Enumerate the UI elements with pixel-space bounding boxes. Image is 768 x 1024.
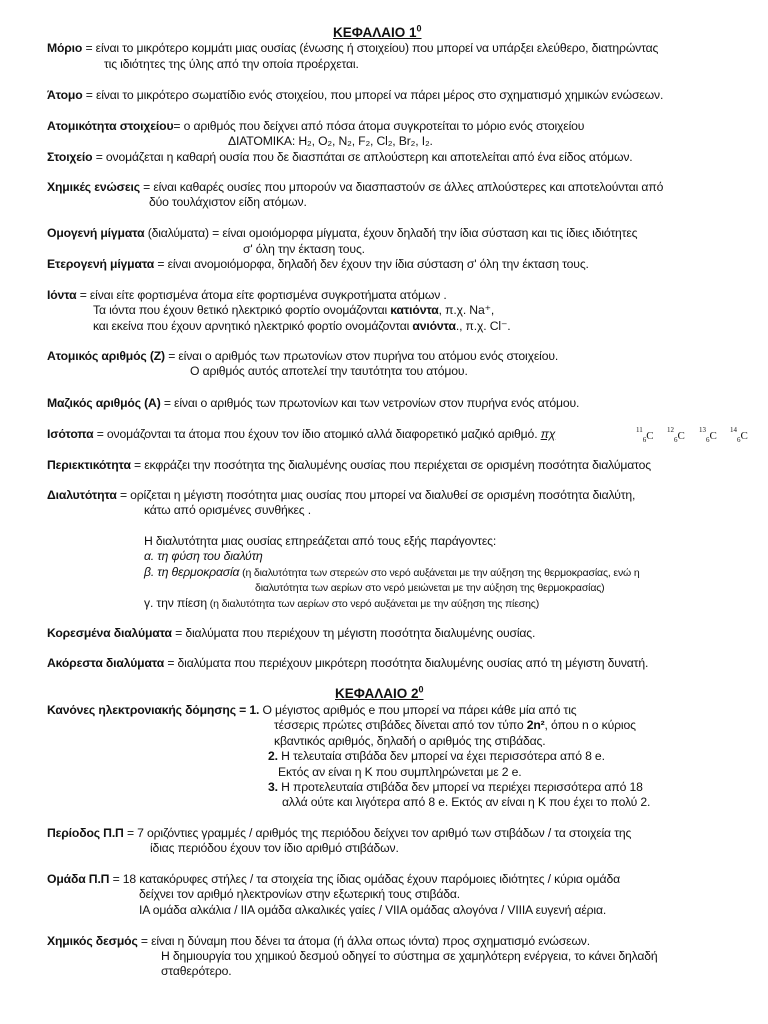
definition-unsaturated: Ακόρεστα διαλύματα = διαλύματα που περιέχουν μικρότερη ποσότητα διαλυμένης ουσίας από τη μέγιστη δυνατή. [47, 656, 649, 670]
definition-heterogeneous: Ετερογενή μίγματα = είναι ανομοιόμορφα, δηλαδή δεν έχουν την ίδια σύσταση σ' όλη την έκταση τους. [47, 257, 589, 271]
isotope-c13: $^{13}_6$C [699, 426, 717, 444]
solubility-factor-b-cont: διαλυτότητα των αερίων στο νερό μειώνεται με την αύξηση της θερμοκρασίας) [255, 582, 605, 594]
definition-homogeneous: Ομογενή μίγματα (διαλύματα) = είναι ομοιόμορφα μίγματα, έχουν δηλαδή την ίδια σύσταση και τις ίδιες ιδιότητες [47, 226, 638, 240]
definition-concentration: Περιεκτικότητα = εκφράζει την ποσότητα της διαλυμένης ουσίας που περιέχεται σε ορισμένη ποσότητα διαλύματος [47, 458, 651, 472]
rule-3-cont: αλλά ούτε και λιγότερα από 8 e. Εκτός αν είναι η K που έχει το πολύ 2. [282, 795, 651, 809]
definition-homogeneous-cont: σ' όλη την έκταση τους. [243, 242, 365, 256]
definition-molecule-cont: τις ιδιότητες της ύλης από την οποία προέρχεται. [104, 57, 359, 71]
definition-anions: και εκείνα που έχουν αρνητικό ηλεκτρικό φορτίο ονομάζονται ανιόντα., π.χ. Cl⁻. [93, 319, 511, 333]
isotope-c11: $^{11}_6$C [636, 426, 654, 444]
definition-compounds-cont: δύο τουλάχιστον είδη ατόμων. [149, 195, 307, 209]
definition-saturated: Κορεσμένα διαλύματα = διαλύματα που περιέχουν τη μέγιστη ποσότητα διαλυμένης ουσίας. [47, 626, 536, 640]
diatomic-list: ΔΙΑΤΟΜΙΚΑ: H₂, O₂, N₂, F₂, Cl₂, Br₂, I₂. [228, 134, 433, 148]
rule-2: 2. Η τελευταία στιβάδα δεν μπορεί να έχει περισσότερα από 8 e. [268, 749, 605, 763]
definition-atomic-number-cont: Ο αριθμός αυτός αποτελεί την ταυτότητα του ατόμου. [190, 364, 468, 378]
solubility-factor-b: β. τη θερμοκρασία (η διαλυτότητα των στερεών στο νερό αυξάνεται με την αύξηση της θερμοκρασίας, ενώ η [144, 565, 640, 579]
solubility-factors-intro: Η διαλυτότητα μιας ουσίας επηρεάζεται από τους εξής παράγοντες: [144, 534, 497, 548]
rules-electron-configuration: Κανόνες ηλεκτρονιακής δόμησης = 1. Ο μέγιστος αριθμός e που μπορεί να πάρει κάθε μία από τις [47, 703, 577, 717]
rule-1-cont-1: τέσσερις πρώτες στιβάδες δίνεται από τον τύπο 2n², όπου n ο κύριος [274, 718, 636, 732]
definition-element: Στοιχείο = ονομάζεται η καθαρή ουσία που δε διασπάται σε απλούστερη και αποτελείται από ένα είδος ατόμων. [47, 150, 633, 164]
definition-ions: Ιόντα = είναι είτε φορτισμένα άτομα είτε φορτισμένα συγκροτήματα ατόμων . [47, 288, 447, 302]
chapter-2-title: ΚΕΦΑΛΑΙΟ $2^0$ [335, 684, 424, 701]
definition-atomic-number: Ατομικός αριθμός (Z) = είναι ο αριθμός των πρωτονίων στον πυρήνα του ατόμου ενός στοιχείου. [47, 349, 559, 363]
definition-compounds: Χημικές ενώσεις = είναι καθαρές ουσίες που μπορούν να διασπαστούν σε άλλες απλούστερες και αποτελούνται από [47, 180, 664, 194]
isotope-c12: $^{12}_6$C [667, 426, 685, 444]
solubility-factor-c: γ. την πίεση (η διαλυτότητα των αερίων στο νερό αυξάνεται με την αύξηση της πίεσης) [144, 596, 540, 610]
definition-solubility: Διαλυτότητα = ορίζεται η μέγιστη ποσότητα μιας ουσίας που μπορεί να διαλυθεί σε ορισμένη ποσότητα διαλύτη, [47, 488, 636, 502]
solubility-factor-a: α. τη φύση του διαλύτη [144, 549, 263, 563]
definition-group-cont: δείχνει τον αριθμό ηλεκτρονίων στην εξωτερική τους στιβάδα. [139, 887, 460, 901]
definition-atomicity: Ατομικότητα στοιχείου= ο αριθμός που δείχνει από πόσα άτομα συγκροτείται το μόριο ενός στοιχείου [47, 119, 585, 133]
definition-isotopes: Ισότοπα = ονομάζονται τα άτομα που έχουν τον ίδιο ατομικό αλλά διαφορετικό μαζικό αριθμό. πχ [47, 427, 556, 441]
definition-chemical-bond-cont: Η δημιουργία του χημικού δεσμού οδηγεί το σύστημα σε χαμηλότερη ενέργεια, το κάνει δηλαδή [161, 949, 658, 963]
definition-solubility-cont: κάτω από ορισμένες συνθήκες . [144, 503, 311, 517]
chapter-1-title: ΚΕΦΑΛΑΙΟ $1^0$ [333, 23, 422, 40]
definition-chemical-bond: Χημικός δεσμός = είναι η δύναμη που δένει τα άτομα (ή άλλα οπως ιόντα) προς σχηματισμό ενώσεων. [47, 934, 590, 948]
definition-chemical-bond-cont-2: σταθερότερο. [161, 964, 232, 978]
isotope-c14: $^{14}_6$C [730, 426, 748, 444]
definition-atom: Άτομο = είναι το μικρότερο σωματίδιο ενός στοιχείου, που μπορεί να πάρει μέρος στο σχηματισμό χημικών ενώσεων. [47, 88, 664, 102]
definition-molecule: Μόριο = είναι το μικρότερο κομμάτι μιας ουσίας (ένωσης ή στοιχείου) που μπορεί να υπάρξει ελεύθερο, διατηρώντας [47, 41, 659, 55]
group-names: IA ομάδα αλκάλια / IIA ομάδα αλκαλικές γαίες / VIIA ομάδας αλογόνα / VIIIA ευγενή αέρια. [139, 903, 607, 917]
definition-period: Περίοδος Π.Π = 7 οριζόντιες γραμμές / αριθμός της περιόδου δείχνει τον αριθμό των στιβάδων / τα στοιχεία της [47, 826, 632, 840]
definition-cations: Τα ιόντα που έχουν θετικό ηλεκτρικό φορτίο ονομάζονται κατιόντα, π.χ. Na⁺, [93, 303, 495, 317]
definition-period-cont: ίδιας περιόδου έχουν τον ίδιο αριθμό στιβάδων. [150, 841, 399, 855]
rule-3: 3. Η προτελευταία στιβάδα δεν μπορεί να περιέχει περισσότερα από 18 [268, 780, 643, 794]
rule-1-cont-2: κβαντικός αριθμός, δηλαδή ο αριθμός της στιβάδας. [274, 734, 546, 748]
definition-mass-number: Μαζικός αριθμός (A) = είναι ο αριθμός των πρωτονίων και των νετρονίων στον πυρήνα ενός ατόμου. [47, 396, 580, 410]
rule-2-cont: Εκτός αν είναι η K που συμπληρώνεται με 2 e. [278, 765, 522, 779]
definition-group: Ομάδα Π.Π = 18 κατακόρυφες στήλες / τα στοιχεία της ίδιας ομάδας έχουν παρόμοιες ιδιότητες / κύρια ομάδα [47, 872, 620, 886]
